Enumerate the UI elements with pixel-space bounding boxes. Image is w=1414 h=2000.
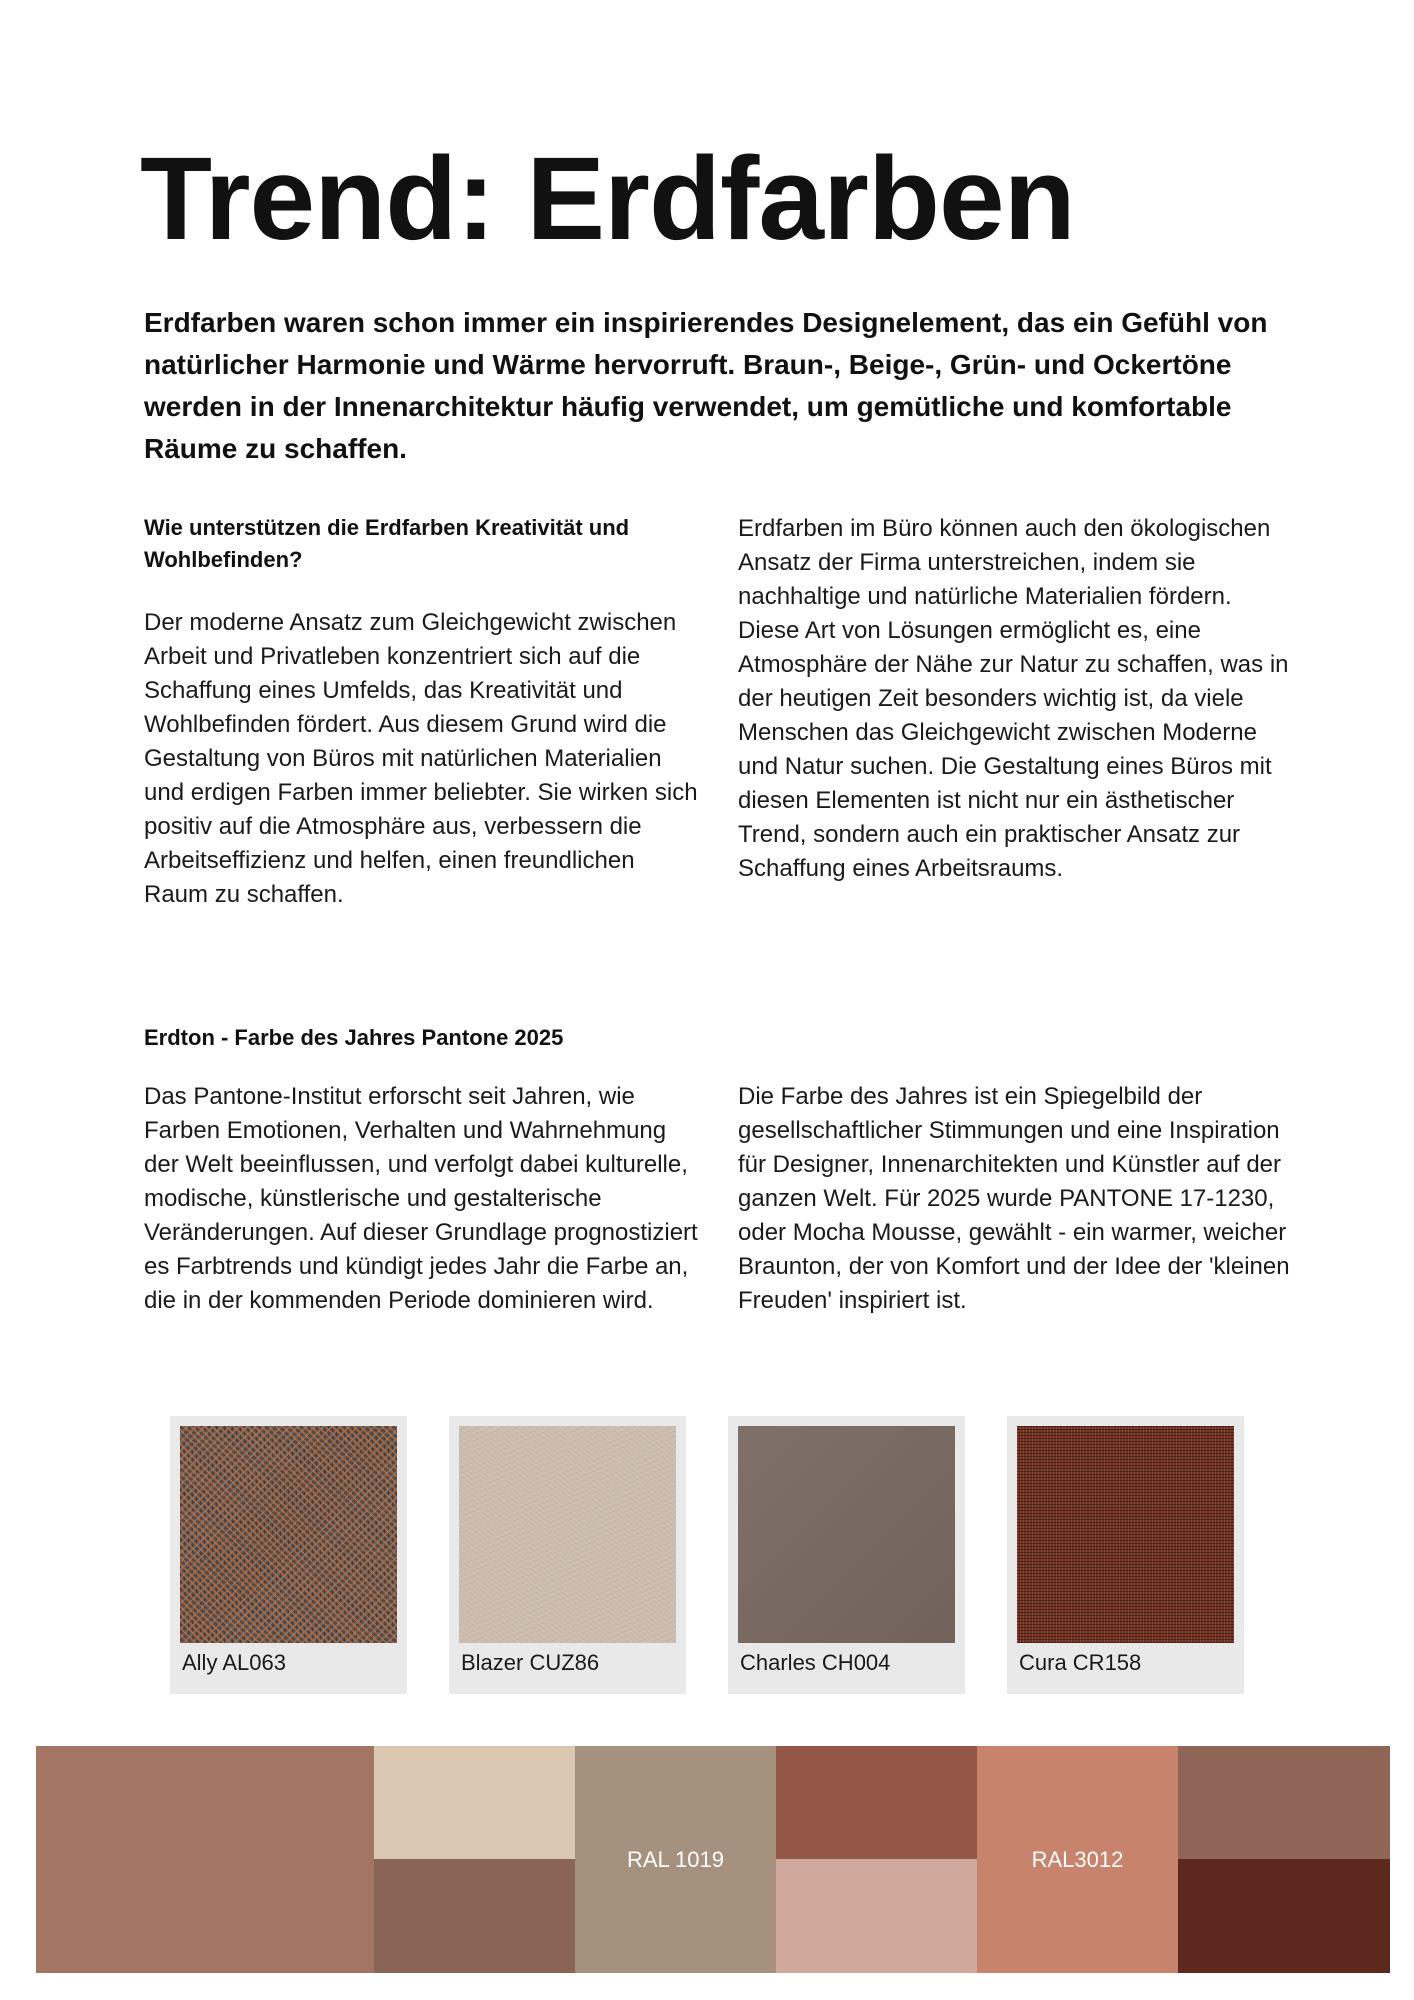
section1-left-text: Der moderne Ansatz zum Gleichgewicht zwischen Arbeit und Privatleben konzentriert sich auf die Schaffung eines Umfelds, das Kreativität und Wohlbefinden fördert. Aus diesem Grund wird die Gestaltung von Büros mit natürlichen Materialien und erdigen Farben immer beliebter. Sie wirken sich positiv auf die Atmosphäre aus, verbessern die Arbeitseffizienz und helfen, einen freundlichen Raum zu schaffen. bbox=[144, 609, 698, 908]
palette-block-mauve bbox=[1178, 1746, 1390, 1859]
fabric-swatch-blazer bbox=[449, 1416, 686, 1694]
section2-right-text: Die Farbe des Jahres ist ein Spiegelbild der gesellschaftlicher Stimmungen und eine Inspiration für Designer, Innenarchitekten und Künstler auf der ganzen Welt. Für 2025 wurde PANTONE 17-1230, oder Mocha Mousse, gewählt - ein warmer, weicher Braunton, der von Komfort und der Idee der 'kleinen Freuden' inspiriert ist. bbox=[738, 1083, 1290, 1314]
fabric-swatch-cura bbox=[1007, 1416, 1244, 1694]
fabric-texture-ally bbox=[180, 1426, 397, 1643]
palette-block-brown bbox=[36, 1746, 374, 1973]
section2-heading: Erdton - Farbe des Jahres Pantone 2025 bbox=[144, 1025, 564, 1050]
fabric-texture-charles bbox=[738, 1426, 955, 1643]
palette-block-brown-mid bbox=[374, 1859, 575, 1973]
section1-right-text: Erdfarben im Büro können auch den ökologischen Ansatz der Firma unterstreichen, indem sie nachhaltige und natürliche Materialien fördern. Diese Art von Lösungen ermöglicht es, eine Atmosphäre der Nähe zur Natur zu schaffen, was in der heutigen Zeit besonders wichtig ist, da viele Menschen das Gleichgewicht zwischen Moderne und Natur suchen. Die Gestaltung eines Büros mit diesen Elementen ist nicht nur ein ästhetischer Trend, sondern auch ein praktischer Ansatz zur Schaffung eines Arbeitsraums. bbox=[738, 515, 1289, 882]
swatch-label: Cura CR158 bbox=[1019, 1650, 1142, 1675]
fabric-swatch-ally bbox=[170, 1416, 407, 1694]
intro-paragraph: Erdfarben waren schon immer ein inspirierendes Designelement, das ein Gefühl von natürlicher Harmonie und Wärme hervorruft. Braun-, Beige-, Grün- und Ockertöne werden in der Innenarchitektur häufig verwendet, um gemütliche und komfortable Räume zu schaffen. bbox=[144, 307, 1268, 464]
fabric-swatch-charles bbox=[728, 1416, 965, 1694]
section1-heading: Wie unterstützen die Erdfarben Kreativität und Wohlbefinden? bbox=[144, 515, 630, 572]
swatch-label: Ally AL063 bbox=[182, 1650, 286, 1675]
fabric-texture-blazer bbox=[459, 1426, 676, 1643]
ral1019-label: RAL 1019 bbox=[626, 1846, 725, 1872]
palette-block-rust bbox=[776, 1746, 977, 1859]
swatch-label: Blazer CUZ86 bbox=[461, 1650, 600, 1675]
ral3012-label: RAL3012 bbox=[1031, 1846, 1124, 1872]
section2-left-text: Das Pantone-Institut erforscht seit Jahren, wie Farben Emotionen, Verhalten und Wahrnehmung der Welt beeinflussen, und verfolgt dabei kulturelle, modische, künstlerische und gestalterische Veränderungen. Auf dieser Grundlage prognostiziert es Farbtrends und kündigt jedes Jahr die Farbe an, die in der kommenden Periode dominieren wird. bbox=[144, 1083, 698, 1314]
palette-block-maroon bbox=[1178, 1859, 1390, 1973]
fabric-texture-cura bbox=[1017, 1426, 1234, 1643]
color-palette bbox=[36, 1746, 1390, 1973]
palette-block-beige bbox=[374, 1746, 575, 1859]
palette-block-ral3012 bbox=[977, 1746, 1178, 1973]
palette-block-pink bbox=[776, 1859, 977, 1973]
page-title: Trend: Erdfarben bbox=[140, 133, 1075, 265]
palette-block-ral1019 bbox=[575, 1746, 776, 1973]
swatch-label: Charles CH004 bbox=[740, 1650, 891, 1675]
